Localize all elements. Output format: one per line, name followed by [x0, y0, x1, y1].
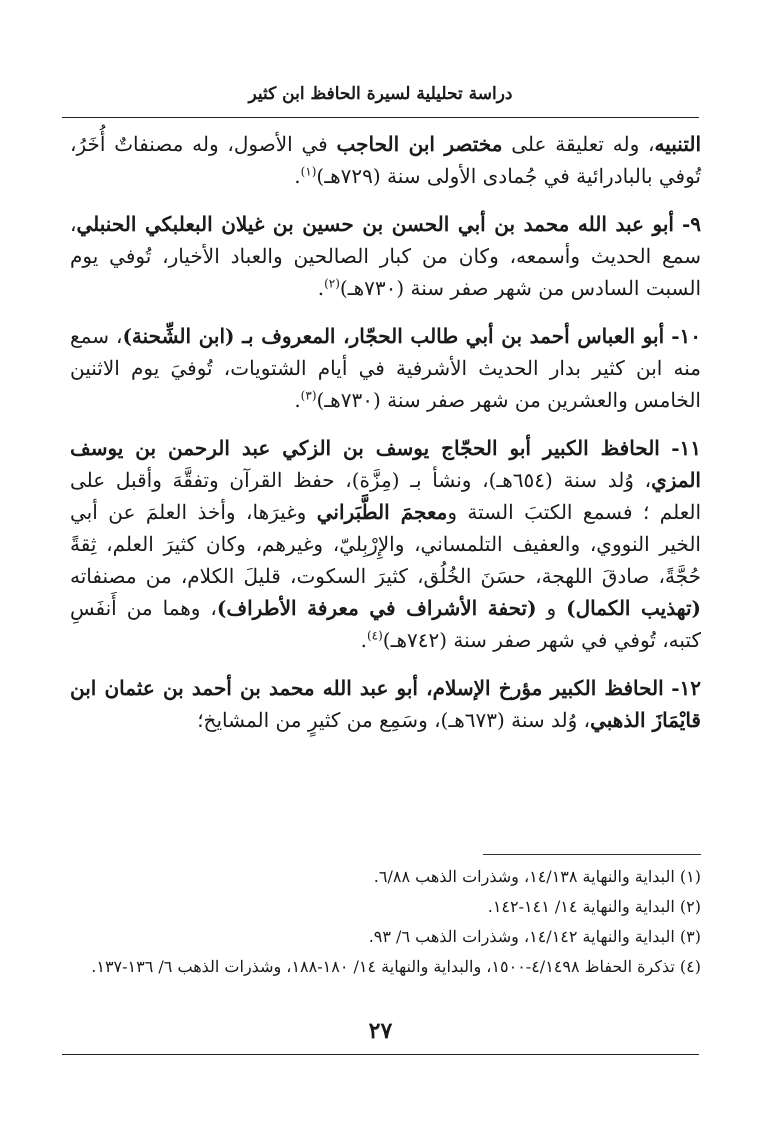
entry-text-d: ، وهما من أَنفَسِ كتبه، تُوفي في شهر صفر سنة (٧٤٢هـ): [70, 596, 701, 652]
entry-name: الحافظ الكبير أبو الحجّاج يوسف بن الزكي عبد الرحمن بن يوسف المزي: [70, 436, 701, 492]
header-divider: [62, 117, 699, 118]
entry-10: [70, 320, 701, 416]
intro-text-2: ، وله تعليقة على: [502, 132, 655, 156]
entry-number: ١٠-: [671, 324, 702, 348]
entry-number: ٩-: [681, 212, 702, 236]
footnotes: [70, 862, 701, 982]
entry-11: [70, 432, 701, 656]
intro-bold-3: مختصر ابن الحاجب: [336, 132, 503, 156]
entry-text-b: وغيرَها، وأخذ العلمَ عن أبي الخير النووي، والعفيف التلمساني، والإِرْبِليّ، وغيرهم، وكان كثيرَ العلم، ثِقةً حُجَّةً، صادقَ اللهجة، حسَنَ الخُلُق، كثيرَ السكوت، قليلَ الكلام، من مصنفاته: [70, 500, 701, 588]
footnote-ref-1[interactable]: (١): [300, 164, 317, 179]
entry-number: ١١-: [671, 436, 701, 460]
entry-text-c: و: [536, 596, 567, 620]
entry-end: .: [360, 628, 367, 652]
entry-text: ، سمع الحديث وأسمعه، وكان من كبار الصالحين والعباد الأخيار، تُوفي يوم السبت السادس من شهر صفر سنة (٧٣٠هـ): [70, 212, 701, 300]
entry-9: [70, 208, 701, 304]
entry-text: ، سمع منه ابن كثير بدار الحديث الأشرفية في أيام الشتويات، تُوفيَ يوم الاثنين الخامس والعشرين من شهر صفر سنة (٧٣٠هـ): [70, 324, 701, 412]
running-header: دراسة تحليلية لسيرة الحافظ ابن كثير: [248, 84, 513, 104]
footnote-divider: [483, 854, 701, 855]
intro-paragraph: [70, 128, 701, 192]
entry-bold-c: (تحفة الأشراف في معرفة الأطراف): [216, 596, 537, 620]
entry-number: ١٢-: [671, 676, 702, 700]
intro-end: .: [294, 164, 301, 188]
entry-name: أبو عبد الله محمد بن أبي الحسن بن حسين بن غيلان البعلبكي الحنبلي: [76, 212, 674, 236]
intro-bold-1: التنبيه: [654, 132, 702, 156]
footnote-ref-3[interactable]: (٣): [300, 388, 317, 403]
entry-name: أبو العباس أحمد بن أبي طالب الحجّار، المعروف بـ (ابن الشِّحنة): [122, 324, 665, 348]
entry-12: [70, 672, 701, 736]
footer-divider: [62, 1054, 699, 1055]
entry-text: ، وُلد سنة (٦٧٣هـ)، وسَمِع من كثيرٍ من المشايخ؛: [197, 708, 591, 732]
footnote-4: (٤) تذكرة الحفاظ ٤/١٤٩٨-١٥٠٠، والبداية والنهاية ١٤/ ١٨٠-١٨٨، وشذرات الذهب ٦/ ١٣٦-١٣٧.: [91, 957, 701, 976]
entry-name: الحافظ الكبير مؤرخ الإسلام، أبو عبد الله محمد بن أحمد بن عثمان ابن قايْمَازَ الذهبي: [70, 676, 701, 732]
footnote-ref-2[interactable]: (٢): [324, 276, 340, 291]
entry-bold-a: معجمَ الطَّبَراني: [316, 500, 448, 524]
footnote-ref-4[interactable]: (٤): [366, 628, 383, 643]
entry-end: .: [317, 276, 325, 300]
entry-end: .: [294, 388, 301, 412]
entry-bold-b: (تهذيب الكمال): [566, 596, 701, 620]
entry-text-a: ، وُلد سنة (٦٥٤هـ)، ونشأ بـ (مِزَّة)، حفظ القرآن وتفقَّهَ وأقبل على العلم ؛ فسمع الكتبَ الستة و: [70, 468, 702, 524]
intro-text-4: في الأصول، وله مصنفاتٌ أُخَرُ، تُوفي بالبادرائية في جُمادى الأولى سنة (٧٢٩هـ): [70, 132, 701, 188]
page-number: ٢٧: [368, 1018, 393, 1044]
main-text: [70, 128, 701, 752]
footnote-3: (٣) البداية والنهاية ١٤/١٤٢، وشذرات الذهب ٦/ ٩٣.: [368, 927, 701, 946]
footnote-1: (١) البداية والنهاية ١٤/١٣٨، وشذرات الذهب ٦/٨٨.: [373, 867, 701, 886]
footnote-2: (٢) البداية والنهاية ١٤/ ١٤١-١٤٢.: [487, 897, 701, 916]
